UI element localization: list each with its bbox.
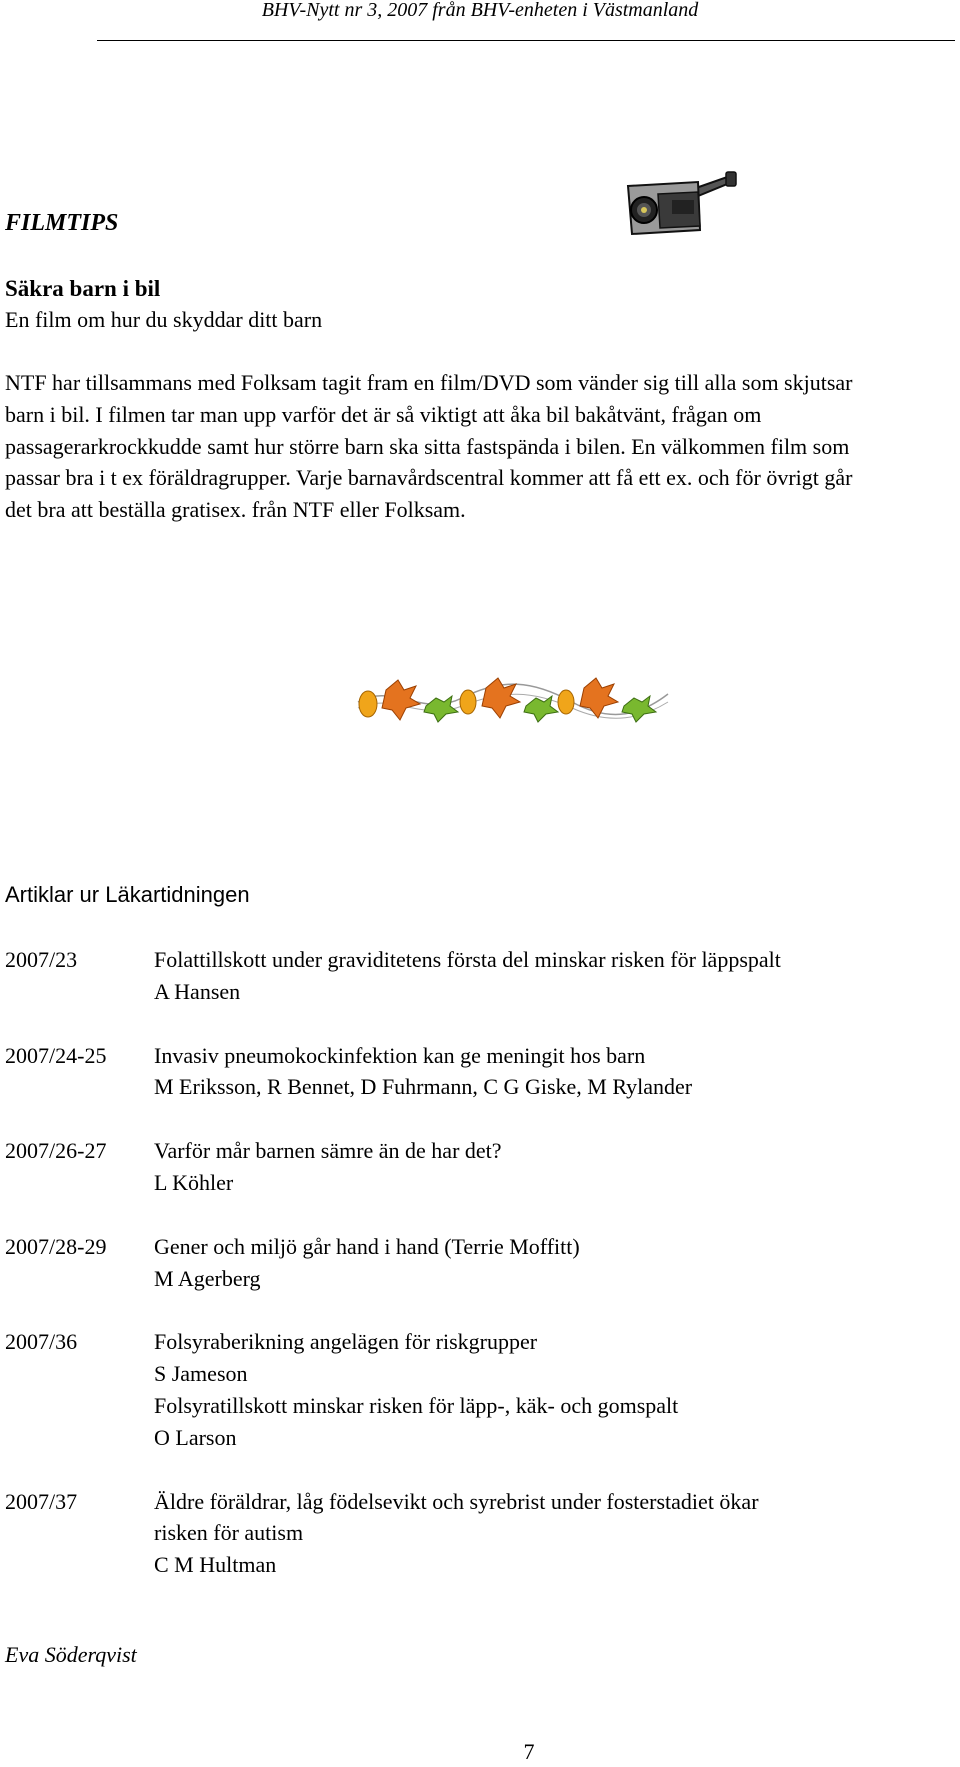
article-issue-code: 2007/28-29 bbox=[5, 1233, 107, 1259]
article-entry bbox=[0, 1486, 960, 1581]
article-issue-code: 2007/26-27 bbox=[5, 1138, 107, 1164]
article-issue-code: 2007/37 bbox=[5, 1488, 78, 1514]
article-author: L Köhler bbox=[154, 1169, 234, 1195]
section-label-filmtips: FILMTIPS bbox=[5, 210, 119, 236]
article-list bbox=[0, 944, 960, 1613]
article-title: Äldre föräldrar, låg födelsevikt och syrebrist under fosterstadiet ökar bbox=[154, 1488, 759, 1514]
article-author: M Agerberg bbox=[154, 1265, 261, 1291]
article-issue-code: 2007/23 bbox=[5, 947, 78, 972]
article-entry bbox=[0, 1231, 960, 1295]
article-author: M Eriksson, R Bennet, D Fuhrmann, C G Giske, M Rylander bbox=[154, 1074, 693, 1100]
article-entry bbox=[0, 1040, 960, 1104]
autumn-leaves-divider bbox=[352, 668, 672, 728]
film-description: NTF har tillsammans med Folksam tagit fram en film/DVD som vänder sig till alla som skjutsar barn i bil. I filmen tar man upp varför det är så viktigt att åka bil bakåtvänt, frågan om passagerarkrockkudde samt hur större barn ska sitta fastspända i bilen. En välkommen film som passar bra i t ex föräldragrupper. Varje barnavårdscentral kommer att få ett ex. och för övrigt går det bra att beställa gratisex. från NTF eller Folksam. bbox=[5, 370, 853, 523]
header-rule bbox=[97, 40, 955, 41]
article-title: Folsyratillskott minskar risken för läpp-, käk- och gomspalt bbox=[154, 1392, 679, 1418]
article-entry bbox=[0, 1326, 960, 1453]
article-title: Invasiv pneumokockinfektion kan ge meningit hos barn bbox=[154, 1042, 646, 1068]
article-author: C M Hultman bbox=[154, 1552, 277, 1578]
article-author: A Hansen bbox=[154, 978, 241, 1004]
article-issue-code: 2007/36 bbox=[5, 1329, 78, 1355]
article-issue-code: 2007/24-25 bbox=[5, 1042, 107, 1068]
header-title: BHV-Nytt nr 3, 2007 från BHV-enheten i Västmanland bbox=[261, 0, 699, 21]
articles-heading: Artiklar ur Läkartidningen bbox=[5, 882, 250, 907]
film-subtitle: En film om hur du skyddar ditt barn bbox=[5, 307, 323, 332]
article-title: Gener och miljö går hand i hand (Terrie Moffitt) bbox=[154, 1233, 580, 1259]
article-author: S Jameson bbox=[154, 1361, 248, 1387]
article-entry bbox=[0, 1135, 960, 1199]
video-camera-icon bbox=[618, 168, 738, 240]
article-title: Folattillskott under graviditetens första del minskar risken för läppspalt bbox=[154, 947, 781, 972]
article-title-continued: risken för autism bbox=[154, 1520, 304, 1546]
article-entry bbox=[0, 944, 960, 1008]
film-title: Säkra barn i bil bbox=[5, 276, 161, 301]
page-number: 7 bbox=[523, 1739, 535, 1764]
author-signature: Eva Söderqvist bbox=[5, 1642, 137, 1667]
article-author: O Larson bbox=[154, 1424, 237, 1450]
article-title: Varför mår barnen sämre än de har det? bbox=[154, 1138, 502, 1164]
article-title: Folsyraberikning angelägen för riskgrupper bbox=[154, 1329, 538, 1355]
